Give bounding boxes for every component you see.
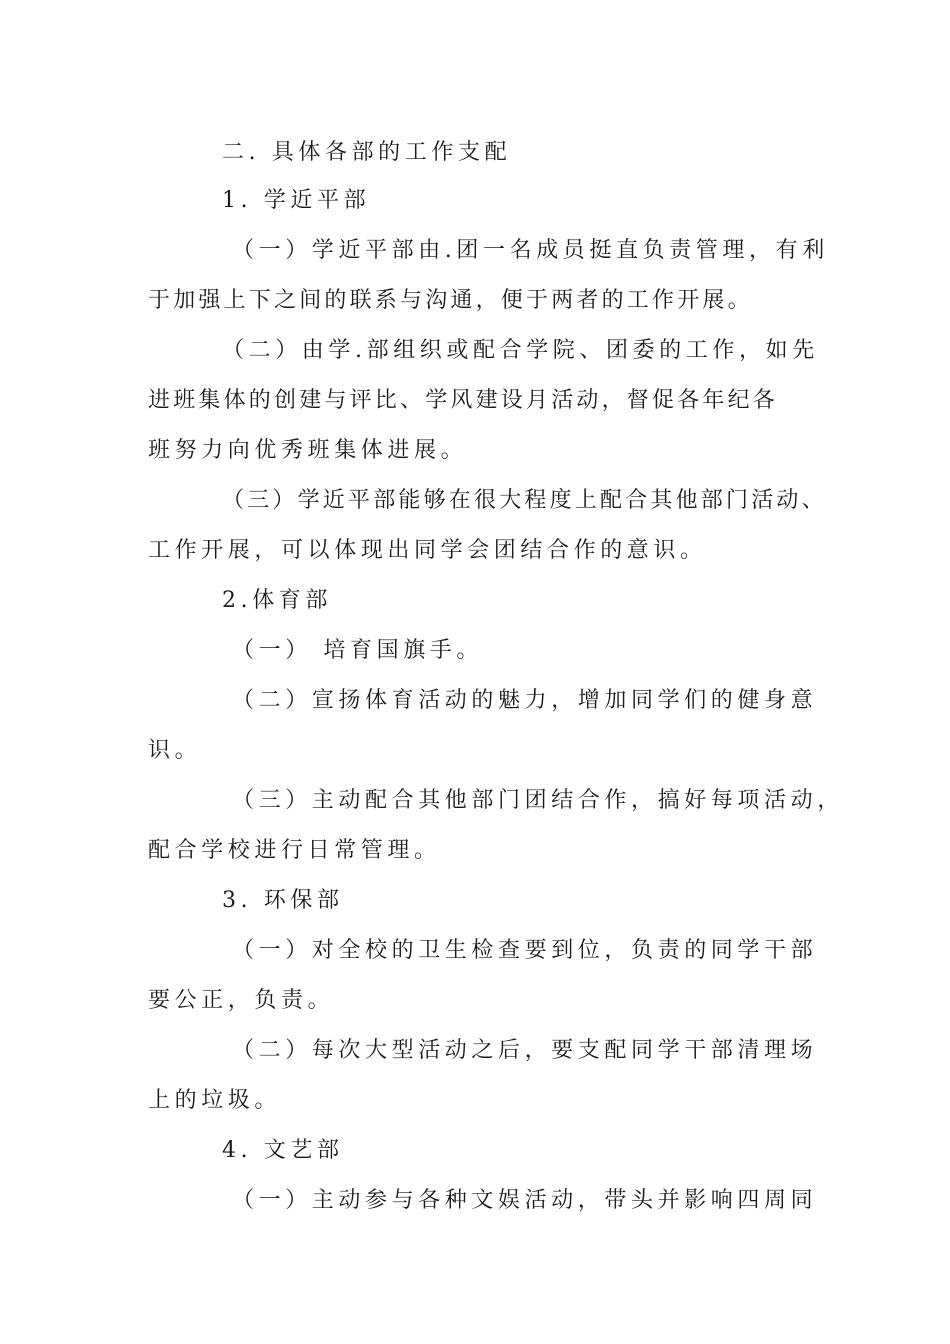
paragraph-line: （一）对全校的卫生检查要到位，负责的同学干部: [232, 938, 818, 963]
paragraph-line: 要公正，负责。: [148, 988, 335, 1013]
subsection-heading: 1. 学近平部: [222, 188, 371, 213]
paragraph-line: （二）每次大型活动之后，要支配同学干部清理场: [232, 1038, 818, 1063]
paragraph-line: （二）宣扬体育活动的魅力，增加同学们的健身意: [232, 688, 818, 713]
subsection-heading: 3. 环保部: [222, 888, 344, 913]
subsection-heading: 2.体育部: [222, 588, 332, 613]
paragraph-line: 上的垃圾。: [148, 1088, 282, 1113]
subsection-heading: 4. 文艺部: [222, 1138, 344, 1163]
paragraph-line: 工作开展，可以体现出同学会团结合作的意识。: [148, 538, 707, 563]
paragraph-line: （一）主动参与各种文娱活动，带头并影响四周同: [232, 1188, 818, 1213]
section-heading: 二. 具体各部的工作支配: [222, 140, 512, 165]
paragraph-line: 进班集体的创建与评比、学风建设月活动，督促各年纪各: [148, 388, 779, 413]
paragraph-line: （一） 培育国旗手。: [232, 638, 483, 663]
paragraph-line: 识。: [148, 738, 202, 763]
paragraph-line: 配合学校进行日常管理。: [148, 838, 441, 863]
paragraph-line: 于加强上下之间的联系与沟通，便于两者的工作开展。: [148, 288, 753, 313]
paragraph-line: （三）学近平部能够在很大程度上配合其他部门活动、: [222, 488, 827, 513]
paragraph-line: （一）学近平部由.团一名成员挺直负责管理，有利: [232, 238, 829, 263]
paragraph-line: （二）由学.部组织或配合学院、团委的工作，如先: [222, 338, 819, 363]
paragraph-line: 班努力向优秀班集体进展。: [148, 438, 468, 463]
paragraph-line: （三）主动配合其他部门团结合作，搞好每项活动，: [232, 788, 844, 813]
